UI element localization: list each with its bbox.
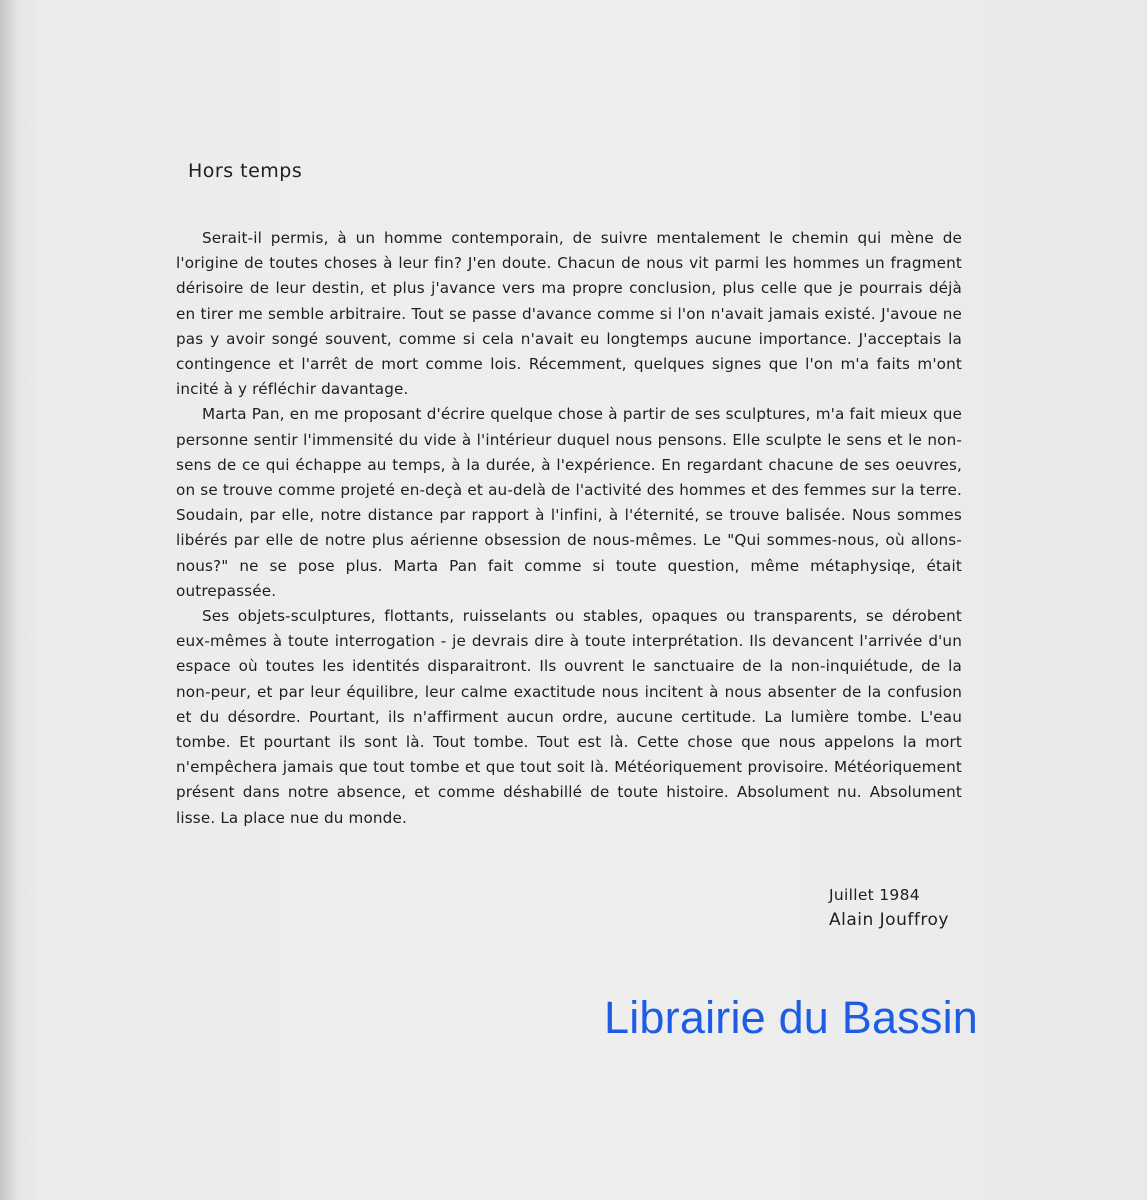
signature-date: Juillet 1984 xyxy=(829,886,920,904)
signature-author: Alain Jouffroy xyxy=(829,910,949,930)
bookseller-watermark: Librairie du Bassin xyxy=(604,992,978,1043)
essay-body xyxy=(176,226,962,831)
paragraph-1: Serait-il permis, à un homme contemporain, de suivre mentalement le chemin qui mène de l'origine de toutes choses à leur fin? J'en doute. Chacun de nous vit parmi les hommes un fragment dérisoire de leur destin, et plus j'avance vers ma propre conclusion, plus celle que je pourrais déjà en tirer me semble arbitraire. Tout se passe d'avance comme si l'on n'avait jamais existé. J'avoue ne pas y avoir songé souvent, comme si cela n'avait eu longtemps aucune importance. J'acceptais la contingence et l'arrêt de mort comme lois. Récemment, quelques signes que l'on m'a faits m'ont incité à y réfléchir davantage. xyxy=(176,229,962,399)
paragraph-3: Ses objets-sculptures, flottants, ruisselants ou stables, opaques ou transparents, se dérobent eux-mêmes à toute interrogation - je devrais dire à toute interprétation. Ils devancent l'arrivée d'un espace où toutes les identités disparaitront. Ils ouvrent le sanctuaire de la non-inquiétude, de la non-peur, et par leur équilibre, leur calme exactitude nous incitent à nous absenter de la confusion et du désordre. Pourtant, ils n'affirment aucun ordre, aucune certitude. La lumière tombe. L'eau tombe. Et pourtant ils sont là. Tout tombe. Tout est là. Cette chose que nous appelons la mort n'empêchera jamais que tout tombe et que tout soit là. Météoriquement provisoire. Météoriquement présent dans notre absence, et comme déshabillé de toute histoire. Absolument nu. Absolument lisse. La place nue du monde. xyxy=(176,607,962,827)
page-gutter-shadow xyxy=(0,0,18,1200)
page-title: Hors temps xyxy=(188,160,303,182)
paragraph-2: Marta Pan, en me proposant d'écrire quelque chose à partir de ses sculptures, m'a fait mieux que personne sentir l'immensité du vide à l'intérieur duquel nous pensons. Elle sculpte le sens et le non-sens de ce qui échappe au temps, à la durée, à l'expérience. En regardant chacune de ses oeuvres, on se trouve comme projeté en-deçà et au-delà de l'activité des hommes et des femmes sur la terre. Soudain, par elle, notre distance par rapport à l'infini, à l'éternité, se trouve balisée. Nous sommes libérés par elle de notre plus aérienne obsession de nous-mêmes. Le "Qui sommes-nous, où allons-nous?" ne se pose plus. Marta Pan fait comme si toute question, même métaphysiqe, était outrepassée. xyxy=(176,405,962,600)
